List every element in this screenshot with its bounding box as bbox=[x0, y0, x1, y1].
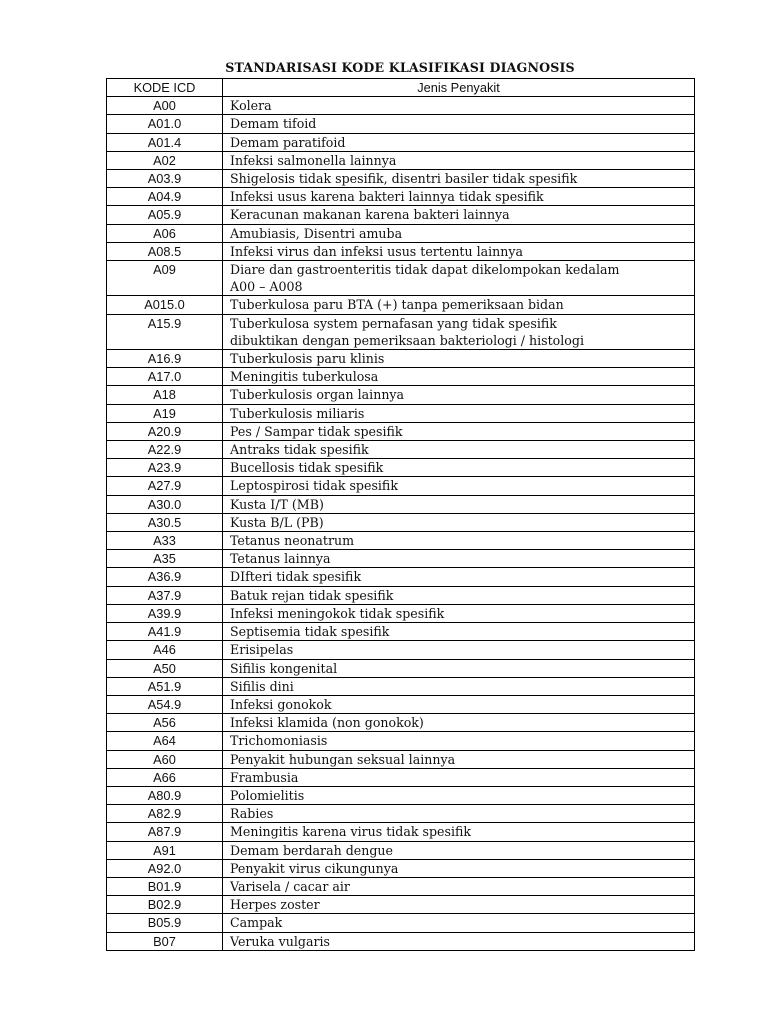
table-row bbox=[107, 714, 695, 732]
disease-name-cell: Meningitis tuberkulosa bbox=[223, 368, 695, 386]
disease-name-cell: Bucellosis tidak spesifik bbox=[223, 459, 695, 477]
disease-name-cell: Pes / Sampar tidak spesifik bbox=[223, 422, 695, 440]
table-header-row bbox=[107, 79, 695, 97]
table-row bbox=[107, 441, 695, 459]
icd-code-cell: B02.9 bbox=[107, 896, 223, 914]
disease-name-cell: Demam berdarah dengue bbox=[223, 841, 695, 859]
icd-code-cell: A56 bbox=[107, 714, 223, 732]
table-row bbox=[107, 422, 695, 440]
icd-code-cell: A01.0 bbox=[107, 115, 223, 133]
icd-code-cell: A80.9 bbox=[107, 786, 223, 804]
icd-code-cell: A30.0 bbox=[107, 495, 223, 513]
table-row bbox=[107, 877, 695, 895]
icd-code-cell: A08.5 bbox=[107, 242, 223, 260]
table-row bbox=[107, 932, 695, 950]
header-kode-icd: KODE ICD bbox=[107, 79, 223, 97]
icd-code-cell: A30.5 bbox=[107, 513, 223, 531]
table-row bbox=[107, 532, 695, 550]
disease-name-cell: Kolera bbox=[223, 97, 695, 115]
table-row bbox=[107, 914, 695, 932]
disease-name-cell: Sifilis kongenital bbox=[223, 659, 695, 677]
disease-name-cell: Penyakit hubungan seksual lainnya bbox=[223, 750, 695, 768]
table-row bbox=[107, 170, 695, 188]
icd-code-cell: A27.9 bbox=[107, 477, 223, 495]
icd-code-cell: A39.9 bbox=[107, 604, 223, 622]
disease-name-cell: Polomielitis bbox=[223, 786, 695, 804]
icd-code-cell: A09 bbox=[107, 261, 223, 296]
table-row bbox=[107, 314, 695, 349]
table-row bbox=[107, 151, 695, 169]
table-row bbox=[107, 97, 695, 115]
icd-code-cell: B01.9 bbox=[107, 877, 223, 895]
disease-name-cell: Leptospirosi tidak spesifik bbox=[223, 477, 695, 495]
table-row bbox=[107, 513, 695, 531]
icd-code-cell: A60 bbox=[107, 750, 223, 768]
icd-code-cell: A35 bbox=[107, 550, 223, 568]
disease-name-cell: Kusta I/T (MB) bbox=[223, 495, 695, 513]
icd-code-cell: A17.0 bbox=[107, 368, 223, 386]
icd-code-cell: A01.4 bbox=[107, 133, 223, 151]
disease-name-cell: Diare dan gastroenteritis tidak dapat dikelompokan kedalam A00 – A008 bbox=[223, 261, 695, 296]
icd-code-cell: A50 bbox=[107, 659, 223, 677]
table-row bbox=[107, 242, 695, 260]
table-row bbox=[107, 859, 695, 877]
disease-name-cell: Rabies bbox=[223, 805, 695, 823]
icd-code-cell: A54.9 bbox=[107, 695, 223, 713]
disease-name-cell: Tuberkulosis paru klinis bbox=[223, 350, 695, 368]
table-row bbox=[107, 550, 695, 568]
table-row bbox=[107, 823, 695, 841]
disease-name-cell: Infeksi gonokok bbox=[223, 695, 695, 713]
icd-code-cell: A06 bbox=[107, 224, 223, 242]
table-row bbox=[107, 459, 695, 477]
table-row bbox=[107, 350, 695, 368]
table-row bbox=[107, 805, 695, 823]
disease-name-cell: Septisemia tidak spesifik bbox=[223, 623, 695, 641]
disease-name-cell: Amubiasis, Disentri amuba bbox=[223, 224, 695, 242]
table-row bbox=[107, 133, 695, 151]
icd-code-cell: A19 bbox=[107, 404, 223, 422]
table-row bbox=[107, 641, 695, 659]
disease-name-cell: Meningitis karena virus tidak spesifik bbox=[223, 823, 695, 841]
icd-code-cell: A15.9 bbox=[107, 314, 223, 349]
icd-code-cell: A64 bbox=[107, 732, 223, 750]
icd-code-cell: A87.9 bbox=[107, 823, 223, 841]
icd-code-cell: A04.9 bbox=[107, 188, 223, 206]
disease-name-cell: Demam tifoid bbox=[223, 115, 695, 133]
table-row bbox=[107, 568, 695, 586]
table-row bbox=[107, 188, 695, 206]
table-row bbox=[107, 224, 695, 242]
table-row bbox=[107, 695, 695, 713]
icd-code-cell: A41.9 bbox=[107, 623, 223, 641]
icd-code-table bbox=[106, 78, 695, 951]
table-row bbox=[107, 261, 695, 296]
disease-name-cell: DIfteri tidak spesifik bbox=[223, 568, 695, 586]
icd-code-cell: A03.9 bbox=[107, 170, 223, 188]
disease-name-cell: Demam paratifoid bbox=[223, 133, 695, 151]
table-row bbox=[107, 677, 695, 695]
table-row bbox=[107, 115, 695, 133]
disease-name-cell: Shigelosis tidak spesifik, disentri basiler tidak spesifik bbox=[223, 170, 695, 188]
disease-name-cell: Tetanus lainnya bbox=[223, 550, 695, 568]
table-row bbox=[107, 368, 695, 386]
icd-code-cell: A23.9 bbox=[107, 459, 223, 477]
disease-name-cell: Kusta B/L (PB) bbox=[223, 513, 695, 531]
disease-name-cell: Varisela / cacar air bbox=[223, 877, 695, 895]
icd-code-cell: A66 bbox=[107, 768, 223, 786]
table-row bbox=[107, 604, 695, 622]
document-title: STANDARISASI KODE KLASIFIKASI DIAGNOSIS bbox=[225, 60, 575, 75]
disease-name-cell: Penyakit virus cikungunya bbox=[223, 859, 695, 877]
disease-name-cell: Trichomoniasis bbox=[223, 732, 695, 750]
icd-code-cell: A46 bbox=[107, 641, 223, 659]
table-row bbox=[107, 768, 695, 786]
disease-name-cell: Tuberkulosis miliaris bbox=[223, 404, 695, 422]
table-row bbox=[107, 786, 695, 804]
table-row bbox=[107, 495, 695, 513]
disease-name-cell: Antraks tidak spesifik bbox=[223, 441, 695, 459]
disease-name-cell: Tuberkulosa paru BTA (+) tanpa pemeriksaan bidan bbox=[223, 296, 695, 314]
table-row bbox=[107, 623, 695, 641]
disease-name-cell: Infeksi klamida (non gonokok) bbox=[223, 714, 695, 732]
icd-code-cell: A05.9 bbox=[107, 206, 223, 224]
table-body bbox=[107, 97, 695, 951]
icd-code-cell: A36.9 bbox=[107, 568, 223, 586]
table-row bbox=[107, 750, 695, 768]
header-jenis-penyakit: Jenis Penyakit bbox=[223, 79, 695, 97]
disease-name-cell: Frambusia bbox=[223, 768, 695, 786]
table-row bbox=[107, 732, 695, 750]
table-row bbox=[107, 586, 695, 604]
disease-name-cell: Veruka vulgaris bbox=[223, 932, 695, 950]
icd-code-cell: A33 bbox=[107, 532, 223, 550]
table-row bbox=[107, 896, 695, 914]
disease-name-cell: Batuk rejan tidak spesifik bbox=[223, 586, 695, 604]
disease-name-cell: Tuberkulosis organ lainnya bbox=[223, 386, 695, 404]
icd-code-cell: A00 bbox=[107, 97, 223, 115]
disease-name-cell: Infeksi salmonella lainnya bbox=[223, 151, 695, 169]
table-row bbox=[107, 477, 695, 495]
disease-name-cell: Infeksi virus dan infeksi usus tertentu lainnya bbox=[223, 242, 695, 260]
icd-code-cell: A92.0 bbox=[107, 859, 223, 877]
icd-code-cell: B07 bbox=[107, 932, 223, 950]
disease-name-cell: Campak bbox=[223, 914, 695, 932]
icd-code-cell: A91 bbox=[107, 841, 223, 859]
table-row bbox=[107, 659, 695, 677]
disease-name-cell: Tuberkulosa system pernafasan yang tidak spesifik dibuktikan dengan pemeriksaan bakteriologi / histologi bbox=[223, 314, 695, 349]
table-row bbox=[107, 206, 695, 224]
icd-code-cell: A02 bbox=[107, 151, 223, 169]
icd-code-cell: A18 bbox=[107, 386, 223, 404]
disease-name-cell: Herpes zoster bbox=[223, 896, 695, 914]
icd-code-cell: A82.9 bbox=[107, 805, 223, 823]
disease-name-cell: Tetanus neonatrum bbox=[223, 532, 695, 550]
icd-code-cell: B05.9 bbox=[107, 914, 223, 932]
disease-name-cell: Erisipelas bbox=[223, 641, 695, 659]
disease-name-cell: Keracunan makanan karena bakteri lainnya bbox=[223, 206, 695, 224]
table-row bbox=[107, 404, 695, 422]
icd-code-cell: A20.9 bbox=[107, 422, 223, 440]
table-row bbox=[107, 841, 695, 859]
icd-code-cell: A37.9 bbox=[107, 586, 223, 604]
disease-name-cell: Infeksi meningokok tidak spesifik bbox=[223, 604, 695, 622]
icd-code-cell: A51.9 bbox=[107, 677, 223, 695]
icd-code-cell: A16.9 bbox=[107, 350, 223, 368]
icd-code-cell: A22.9 bbox=[107, 441, 223, 459]
icd-code-cell: A015.0 bbox=[107, 296, 223, 314]
disease-name-cell: Infeksi usus karena bakteri lainnya tidak spesifik bbox=[223, 188, 695, 206]
table-row bbox=[107, 296, 695, 314]
table-row bbox=[107, 386, 695, 404]
disease-name-cell: Sifilis dini bbox=[223, 677, 695, 695]
